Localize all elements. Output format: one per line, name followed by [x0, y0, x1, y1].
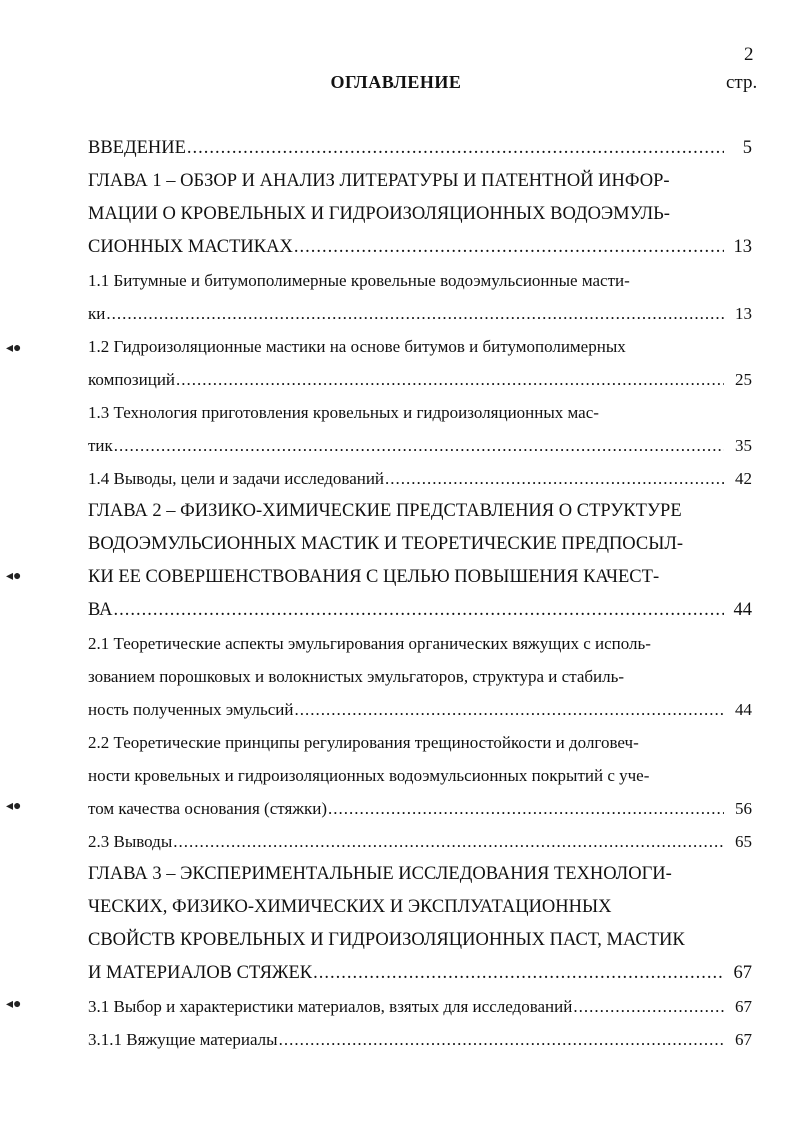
toc-page-number: 42 [735, 469, 752, 488]
page-number: 2 [744, 44, 754, 65]
dot-leader [328, 792, 724, 825]
toc-entry-text: КИ ЕЕ СОВЕРШЕНСТВОВАНИЯ С ЦЕЛЬЮ ПОВЫШЕНИЯ КАЧЕСТ- [88, 567, 660, 587]
toc-entry-text: зованием порошковых и волокнистых эмульгаторов, структура и стабиль- [88, 667, 625, 686]
toc-entry-section-2-3[interactable] [88, 825, 752, 858]
toc-entry-text: ВВЕДЕНИЕ [88, 138, 186, 158]
dot-leader [173, 825, 724, 858]
dot-leader [294, 693, 724, 726]
toc-entry-text: 3.1.1 Вяжущие материалы [88, 1030, 278, 1049]
toc-entry-section-2-1[interactable] [88, 627, 752, 726]
dot-leader [573, 990, 724, 1023]
toc-page-number: 13 [735, 304, 752, 323]
toc-entry-section-1-4[interactable] [88, 462, 752, 495]
table-of-contents [88, 132, 752, 1056]
toc-entry-chapter-1[interactable] [88, 165, 752, 264]
toc-entry-text: ВА [88, 600, 113, 620]
toc-page-number: 5 [742, 138, 752, 158]
toc-page-number: 56 [735, 799, 752, 818]
toc-entry-text: ности кровельных и гидроизоляционных водоэмульсионных покрытий с уче- [88, 766, 650, 785]
dot-leader [187, 132, 724, 165]
dot-leader [385, 462, 724, 495]
binding-mark: ◂● [6, 569, 22, 584]
page-column-label: стр. [726, 72, 758, 93]
dot-leader [176, 363, 724, 396]
toc-page-number: 65 [735, 832, 752, 851]
binding-mark: ◂● [6, 997, 22, 1012]
dot-leader [114, 429, 724, 462]
toc-entry-text: ГЛАВА 2 – ФИЗИКО-ХИМИЧЕСКИЕ ПРЕДСТАВЛЕНИЯ О СТРУКТУРЕ [88, 501, 682, 521]
toc-entry-text: тик [88, 436, 113, 455]
toc-entry-text: том качества основания (стяжки) [88, 799, 328, 818]
toc-entry-text: ГЛАВА 1 – ОБЗОР И АНАЛИЗ ЛИТЕРАТУРЫ И ПАТЕНТНОЙ ИНФОР- [88, 171, 670, 191]
toc-page-number: 67 [735, 1030, 752, 1049]
toc-entry-chapter-3[interactable] [88, 858, 752, 990]
toc-page-number: 25 [735, 370, 752, 389]
toc-entry-text: ЧЕСКИХ, ФИЗИКО-ХИМИЧЕСКИХ И ЭКСПЛУАТАЦИОННЫХ [88, 897, 612, 917]
toc-page-number: 67 [733, 963, 752, 983]
toc-entry-introduction[interactable] [88, 132, 752, 165]
toc-entry-text: композиций [88, 370, 176, 389]
toc-entry-text: СИОННЫХ МАСТИКАХ [88, 237, 293, 257]
dot-leader [114, 594, 724, 627]
toc-entry-text: 2.2 Теоретические принципы регулирования трещиностойкости и долговеч- [88, 733, 639, 752]
toc-page-number: 67 [735, 997, 752, 1016]
toc-entry-section-1-1[interactable] [88, 264, 752, 330]
page-title: ОГЛАВЛЕНИЕ [330, 72, 462, 92]
toc-page-number: 13 [733, 237, 752, 257]
toc-entry-text: ГЛАВА 3 – ЭКСПЕРИМЕНТАЛЬНЫЕ ИССЛЕДОВАНИЯ ТЕХНОЛОГИ- [88, 864, 672, 884]
toc-entry-text: 1.3 Технология приготовления кровельных и гидроизоляционных мас- [88, 403, 599, 422]
dot-leader [294, 231, 724, 264]
toc-page-number: 35 [735, 436, 752, 455]
toc-entry-text: И МАТЕРИАЛОВ СТЯЖЕК [88, 963, 313, 983]
toc-entry-text: 1.2 Гидроизоляционные мастики на основе битумов и битумополимерных [88, 337, 626, 356]
toc-page-number: 44 [735, 700, 752, 719]
binding-mark: ◂● [6, 341, 22, 356]
binding-mark: ◂● [6, 799, 22, 814]
toc-entry-text: МАЦИИ О КРОВЕЛЬНЫХ И ГИДРОИЗОЛЯЦИОННЫХ ВОДОЭМУЛЬ- [88, 204, 670, 224]
dot-leader [279, 1023, 724, 1056]
toc-entry-section-3-1[interactable] [88, 990, 752, 1023]
toc-entry-text: 1.4 Выводы, цели и задачи исследований [88, 469, 385, 488]
toc-entry-text: 3.1 Выбор и характеристики материалов, взятых для исследований [88, 997, 573, 1016]
toc-entry-text: ВОДОЭМУЛЬСИОННЫХ МАСТИК И ТЕОРЕТИЧЕСКИЕ ПРЕДПОСЫЛ- [88, 534, 684, 554]
toc-entry-chapter-2[interactable] [88, 495, 752, 627]
toc-entry-text: 2.1 Теоретические аспекты эмульгирования органических вяжущих с исполь- [88, 634, 651, 653]
toc-entry-text: ки [88, 304, 106, 323]
toc-entry-text: 2.3 Выводы [88, 832, 173, 851]
toc-page-number: 44 [733, 600, 752, 620]
toc-entry-section-1-3[interactable] [88, 396, 752, 462]
toc-entry-section-2-2[interactable] [88, 726, 752, 825]
dot-leader [106, 297, 724, 330]
dot-leader [313, 957, 724, 990]
toc-entry-text: 1.1 Битумные и битумополимерные кровельные водоэмульсионные масти- [88, 271, 630, 290]
toc-entry-section-1-2[interactable] [88, 330, 752, 396]
toc-entry-text: ность полученных эмульсий [88, 700, 294, 719]
toc-entry-text: СВОЙСТВ КРОВЕЛЬНЫХ И ГИДРОИЗОЛЯЦИОННЫХ ПАСТ, МАСТИК [88, 930, 685, 950]
toc-entry-section-3-1-1[interactable] [88, 1023, 752, 1056]
